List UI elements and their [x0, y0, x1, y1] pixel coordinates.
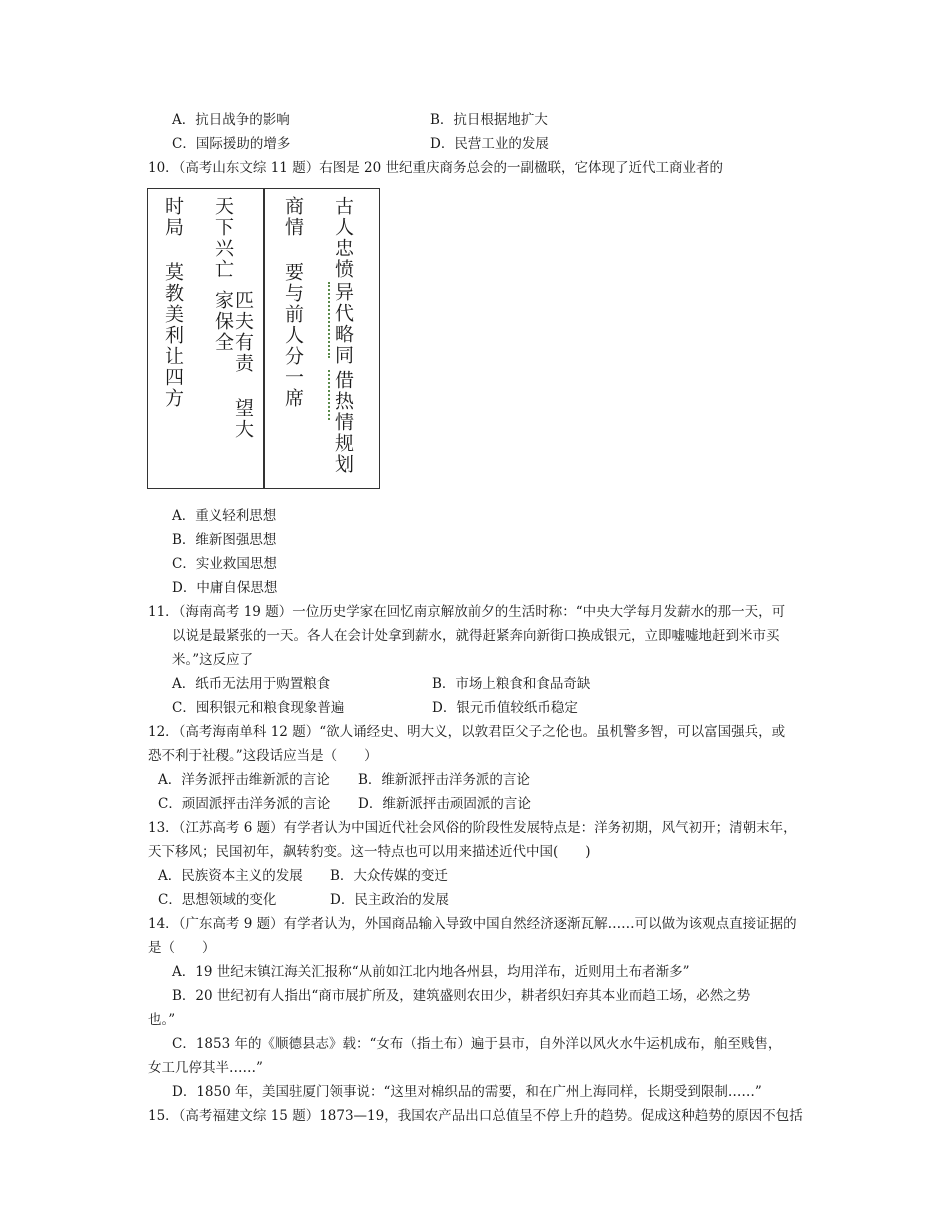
q14-option-a: A．19 世纪末镇江海关汇报称“从前如江北内地各州县，均用洋布，近则用土布者渐多”: [172, 964, 690, 980]
couplet-col3-bottom: 要与前人分一席: [282, 262, 304, 409]
q12-option-d: D．维新派抨击顽固派的言论: [358, 796, 531, 812]
couplet-col4-top: 古人忠愤: [332, 196, 354, 280]
q10-option-a: A．重义轻利思想: [172, 508, 277, 524]
q10-option-b: B．维新图强思想: [172, 532, 277, 548]
couplet-divider: [263, 188, 265, 489]
emphasis-underline: [328, 370, 334, 420]
q9-option-b: B．抗日根据地扩大: [430, 112, 548, 128]
q10-option-d: D．中庸自保思想: [172, 580, 278, 596]
q14-option-b-line1: B．20 世纪初有人指出“商市展扩所及，建筑盛则农田少，耕者织妇弃其本业而趋工场，必然之势: [172, 988, 751, 1004]
q9-option-c: C．国际援助的增多: [172, 136, 291, 152]
q11-line1: 11．（海南高考 19 题）一位历史学家在回忆南京解放前夕的生活时称：“中央大学每月发薪水的那一天，可: [148, 604, 786, 620]
couplet-col4-bottom: 借热情规划: [332, 370, 354, 475]
q14-line2: 是（ ）: [148, 940, 216, 956]
q13-option-c: C．思想领域的变化: [158, 892, 277, 908]
q13-option-a: A．民族资本主义的发展: [158, 868, 303, 884]
q12-option-b: B．维新派抨击洋务派的言论: [358, 772, 530, 788]
q10-option-c: C．实业救国思想: [172, 556, 277, 572]
q14-option-b-line2: 也。”: [148, 1012, 176, 1028]
q15-line1: 15．（高考福建文综 15 题）1873—19，我国农产品出口总值呈不停上升的趋势。促成这种趋势的原因不包括: [148, 1108, 803, 1124]
q9-option-d: D．民营工业的发展: [430, 136, 549, 152]
q10-stem: 10．（高考山东文综 11 题）右图是 20 世纪重庆商务总会的一副楹联，它体现了近代工商业者的: [148, 160, 723, 176]
q12-option-a: A．洋务派抨击维新派的言论: [158, 772, 330, 788]
q9-option-a: A．抗日战争的影响: [172, 112, 290, 128]
couplet-col3-top: 商情: [282, 196, 304, 238]
q11-option-c: C．囤积银元和粮食现象普遍: [172, 700, 345, 716]
couplet-col2-top: 天下兴亡: [212, 196, 234, 280]
emphasis-underline: [328, 282, 334, 358]
q14-option-d: D．1850 年，美国驻厦门领事说：“这里对棉织品的需要，和在广州上海同样，长期受到限制……”: [172, 1084, 762, 1100]
q11-option-b: B．市场上粮食和食品奇缺: [432, 676, 591, 692]
q13-line2: 天下移风；民国初年，飙转豹变。这一特点也可以用来描述近代中国( ): [148, 844, 591, 860]
q14-line1: 14．（广东高考 9 题）有学者认为，外国商品输入导致中国自然经济逐渐瓦解……可以做为该观点直接证据的: [148, 916, 797, 932]
q13-line1: 13．（江苏高考 6 题）有学者认为中国近代社会风俗的阶段性发展特点是：洋务初期，风气初开；清朝末年，: [148, 820, 797, 836]
q14-option-c-line1: C．1853 年的《顺德县志》载：“女布（指土布）遍于县市，自外洋以风火水牛运机成布，舶至贱售，: [172, 1036, 782, 1052]
q12-option-c: C．顽固派抨击洋务派的言论: [158, 796, 331, 812]
couplet-col1-bottom: 莫教美利让四方: [162, 262, 184, 409]
q11-option-a: A．纸币无法用于购置粮食: [172, 676, 331, 692]
q14-option-c-line2: 女工几停其半……”: [148, 1060, 263, 1076]
q11-option-d: D．银元币值较纸币稳定: [432, 700, 578, 716]
couplet-col4-mid: 异代略同: [332, 282, 354, 366]
couplet-col2-bottom: 匹夫有责 望大家保全: [212, 290, 254, 440]
q12-line2: 恐不利于社稷。”这段话应当是（ ）: [148, 748, 378, 764]
q13-option-b: B．大众传媒的变迁: [330, 868, 448, 884]
q12-line1: 12．（高考海南单科 12 题）“欲人诵经史、明大义，以敦君臣父子之伦也。虽机警多智，可以富国强兵，或: [148, 724, 786, 740]
q11-line2: 以说是最紧张的一天。各人在会计处拿到薪水，就得赶紧奔向新街口换成银元，立即嘘嘘地赶到米市买: [172, 628, 780, 644]
couplet-col1-top: 时局: [162, 196, 184, 238]
q11-line3: 米。”这反应了: [172, 652, 254, 668]
q13-option-d: D．民主政治的发展: [330, 892, 449, 908]
